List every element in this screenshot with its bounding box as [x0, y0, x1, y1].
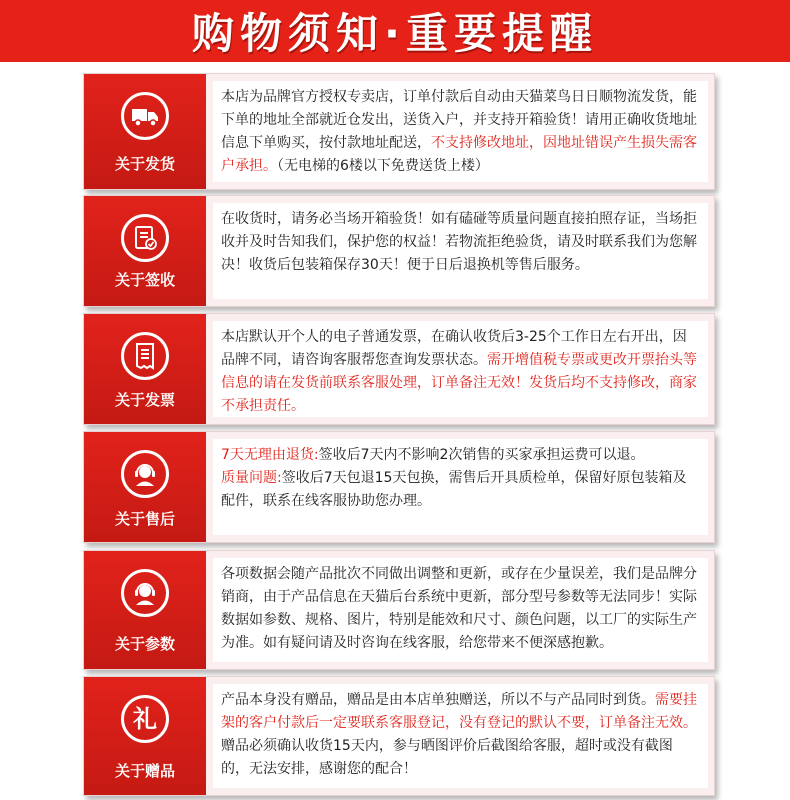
warning-text: 不支持修改地址，因地址错误产生损失需客户承担。: [221, 135, 697, 174]
section-icon-tile: [84, 551, 206, 669]
section-text: [213, 684, 708, 788]
section-after-sales: [83, 431, 715, 543]
paragraph-text: 在收货时，请务必当场开箱验货！如有磕碰等质量问题直接拍照存证，当场拒收并及时告知我们，保护您的权益！若物流拒绝验货，请及时联系我们为您解决！收货后包装箱保存30天！便于日后退换机等售后服务。: [221, 211, 697, 273]
section-icon-tile: [84, 196, 206, 306]
warning-text: 7天无理由退货:: [221, 447, 319, 463]
paragraph-text: （无电梯的6楼以下免费送货上楼）: [277, 158, 489, 174]
section-icon-tile: [84, 74, 206, 189]
section-icon-tile: [84, 432, 206, 542]
paragraph-text: 产品本身没有赠品，赠品是由本店单独赠送，所以不与产品同时到货。: [221, 692, 655, 708]
section-text: [213, 439, 708, 535]
section-icon-tile: [84, 314, 206, 424]
paragraph-text: 签收后7天包退15天包换，需售后开具质检单，保留好原包装箱及配件，联系在线客服协助您办理。: [221, 470, 687, 509]
page-title: 购物须知·重要提醒: [192, 9, 598, 58]
header-banner: [0, 0, 790, 62]
section-label: 关于售后: [114, 510, 175, 528]
warning-text: 质量问题:: [221, 470, 282, 486]
section-shipping: [83, 73, 715, 190]
warning-text: 需要挂架的客户付款后一定要联系客服登记，没有登记的默认不要，订单备注无效。: [221, 692, 697, 731]
sign-document-icon: [121, 214, 169, 262]
customer-service-icon: [121, 569, 169, 617]
section-receipt: [83, 195, 715, 307]
paragraph-text: 赠品必须确认收货15天内，参与晒图评价后截图给客服，超时或没有截图的，无法安排，感谢您的配合！: [221, 738, 673, 777]
invoice-icon: [121, 332, 169, 380]
section-label: 关于发货: [114, 155, 175, 173]
section-label: 关于赠品: [114, 762, 175, 780]
paragraph-text: 本店默认开个人的电子普通发票，在确认收货后3-25个工作日左右开出，因品牌不同，请咨询客服帮您查询发票状态。: [221, 329, 687, 368]
section-text: [213, 203, 708, 299]
section-text: [213, 81, 708, 182]
section-text: [213, 321, 708, 417]
paragraph-text: 本店为品牌官方授权专卖店，订单付款后自动由天猫菜鸟日日顺物流发货，能下单的地址全部就近仓发出，送货入户，并支持开箱验货！请用正确收货地址信息下单购买，按付款地址配送，: [221, 89, 697, 151]
gift-li-icon: [121, 695, 169, 743]
section-gifts: [83, 676, 715, 796]
section-text: [213, 558, 708, 662]
section-label: 关于发票: [114, 391, 175, 409]
warning-text: 需开增值税专票或更改开票抬头等信息的请在发货前联系客服处理，订单备注无效！发货后均不支持修改，商家不承担责任。: [221, 352, 697, 414]
section-label: 关于签收: [114, 271, 175, 289]
section-invoice: [83, 313, 715, 425]
paragraph-text: 签收后7天内不影响2次销售的买家承担运费可以退。: [318, 447, 645, 463]
section-label: 关于参数: [114, 635, 175, 653]
truck-icon: [121, 92, 169, 140]
customer-service-icon: [121, 450, 169, 498]
section-icon-tile: [84, 677, 206, 795]
section-parameters: [83, 550, 715, 670]
paragraph-text: 各项数据会随产品批次不同做出调整和更新，或存在少量误差，我们是品牌分销商，由于产品信息在天猫后台系统中更新，部分型号参数等无法同步！实际数据如参数、规格、图片，特别是能效和尺寸、颜色问题，以工厂的实际生产为准。如有疑问请及时咨询在线客服，给您带来不便深感抱歉。: [221, 566, 697, 651]
gift-li-glyph: 礼: [133, 705, 157, 733]
